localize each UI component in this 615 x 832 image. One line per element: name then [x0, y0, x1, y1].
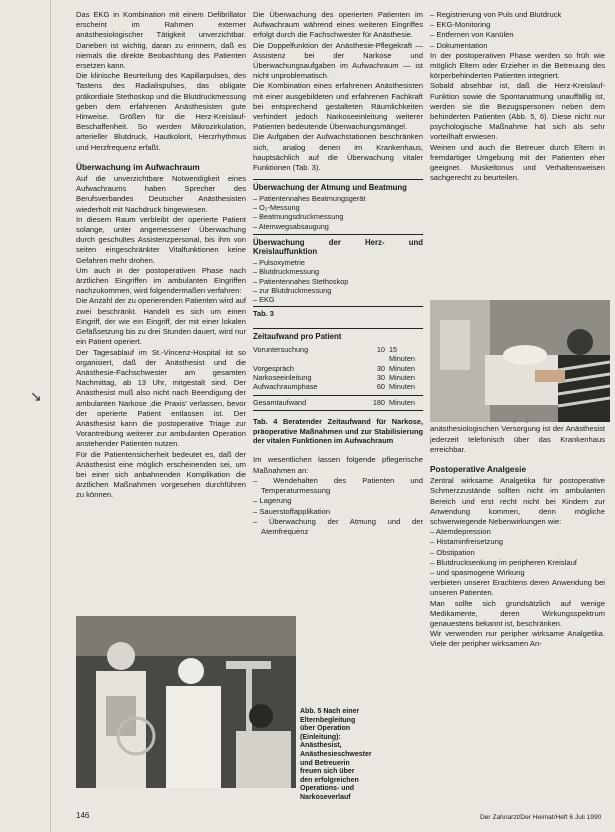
col1-paragraph: Die klinische Beurteilung des Kapillarpulses, des Tastens des Radialispulses, das obligate präkordiale Stethoskop und die Blutdruckmessung geben dem erfahrenen Anästhesisten gute Hinweise. Größen für die Herz-Kreislauf-Beschaffenheit. So werden Mikrozirkulation, arterieller Blutdruck, Hautkolorit, Herzrhythmus und Herzfrequenz erfaßt. [76, 71, 246, 152]
figure-5-image [76, 616, 296, 788]
col2-paragraph: Die Kombination eines erfahrenen Anästhesisten mit einer ausgebildeten und erfahrenen Fachkraft bei entsprechend gestalteten Räumlichkeiten verhindert jedoch Narkoseeinleitung weiterer Patienten bedeutende Überwachungsmängel. [253, 81, 423, 132]
table-row [253, 382, 423, 391]
page-number: 146 [76, 811, 90, 820]
row-unit: Minuten [389, 373, 415, 383]
list-item: – Überwachung der Atmung und der Atemfrequenz [253, 517, 423, 537]
col2-paragraph: Im wesentlichen lassen folgende pflegerische Maßnahmen an: [253, 455, 423, 475]
row-label: Gesamtaufwand [253, 397, 307, 407]
table-3-item: – Atemwegsabsaugung [253, 222, 423, 231]
table-row [253, 345, 423, 364]
col2-paragraph: Die Überwachung des operierten Patienten im Aufwachraum während eines weiteren Eingriffes erfolgt durch die Fachschwester für Anästhesie. [253, 10, 423, 40]
row-label: Voruntersuchung [253, 344, 309, 354]
table-3-item: – Beatmungsdruckmessung [253, 212, 423, 221]
row-label: Aufwachraumphase [253, 382, 318, 392]
list-item: – Blutdrucksenkung im peripheren Kreislauf [430, 558, 605, 568]
list-item: – und spasmogene Wirkung [430, 568, 605, 578]
table-3-heading: Überwachung der Atmung und Beatmung [253, 183, 407, 193]
col3-paragraph: verbieten unserer Erachtens deren Anwendung bei unseren Patienten. [430, 578, 605, 598]
row-label: Vorgespräch [253, 363, 294, 373]
figure-6-image [430, 300, 610, 422]
table-3-item: – Blutdruckmessung [253, 267, 423, 276]
list-item: – Entfernen von Kanülen [430, 30, 605, 40]
col3-paragraph: Zentral wirksame Analgetika für postoperative Schmerzzustände sollten nicht im ambulanten Bereich und erst recht nicht bei Kindern zur Anwendung kommen, denn mögliche schwerwiegende Nebenwirkungen wie: [430, 476, 605, 526]
table-4-heading: Zeitaufwand pro Patient [253, 331, 342, 341]
col1-paragraph: Um auch in der postoperativen Phase nach ärztlichen Eingriffen im ambulanten Eingriffen nachzukommen, wird folgendermaßen verfahren: [76, 265, 246, 296]
col3-paragraph: In der postoperativen Phase werden so früh wie möglich Eltern oder Erzieher in die Betreuung des körperbehinderten Patienten integriert. [430, 50, 605, 81]
row-unit: Minuten [389, 382, 415, 392]
row-value: 180 [372, 397, 385, 407]
table-total-row [253, 395, 423, 407]
list-item: – Registrierung von Puls und Blutdruck [430, 10, 605, 20]
row-value: 30 [376, 373, 385, 383]
table-3-item: – Patientennahes Beatmungsgerät [253, 194, 423, 203]
list-item: – Histaminfreisetzung [430, 537, 605, 547]
col1-paragraph: In diesem Raum verbleibt der operierte Patient solange, unter angemessener Überwachung durch geschultes Assistenzpersonal, bis ihm von seiten eingeschränkter Vitalfunktionen keine Gefahren mehr drohen. [76, 214, 246, 265]
figure-5-photo [76, 616, 296, 788]
list-item: – Dokumentation [430, 41, 605, 51]
col3-paragraph: Sobald absehbar ist, daß die Herz-Kreislauf-Funktion sowie die Spontanatmung unauffällig ist, werden sie die Bezugspersonen neben dem behinderten Patienten (Abb. 5, 6). Diese nicht nur psychologische Maßnahme hat sich als sehr vorteilhaft erwiesen. [430, 81, 605, 142]
row-unit: Minuten [389, 397, 415, 407]
table-3-heading: Überwachung der Herz- und Kreislauffunktion [253, 237, 423, 257]
col2-paragraph: Die Aufgaben der Aufwachstationen beschränken sich, analog denen im Krankenhaus, hauptsächlich auf die Überwachung vitaler Funktionen (Tab. 3). [253, 132, 423, 173]
column-1 [76, 10, 246, 501]
col1-paragraph: Für die Patientensicherheit bedeutet es, daß der Anästhesist eine möglich erscheinenden sei, um bei einer sich anbahnenden Komplikation die ärztlichen Maßnahmen vorgesehen durchführen zu können. [76, 449, 246, 500]
col2-paragraph: Die Doppelfunktion der Anästhesie-Pflegekraft — Assistenz bei der Narkose und Überwachungsaufgaben im Aufwachraum — ist nicht unproblematisch. [253, 40, 423, 81]
list-item: – Obstipation [430, 548, 605, 558]
row-unit: Minuten [389, 363, 415, 373]
col3-paragraph: anästhesiologischen Versorgung ist der Anästhesist jederzeit telefonisch über das Krankenhaus erreichbar. [430, 424, 605, 454]
table-3-item: – Pulsoxymetrie [253, 258, 423, 267]
table-4-caption: Tab. 4 Beratender Zeitaufwand für Narkose, präoperative Maßnahmen und zur Stabilisierung der vitalen Funktionen im Aufwachraum [253, 417, 423, 446]
col1-paragraph: Das EKG in Kombination mit einem Defibrillator erscheint im Rahmen externer anästhesiologischer Tätigkeit unverzichtbar. Daneben ist wichtig, daran zu erinnern, daß es niemals die direkte Beobachtung des Patienten ersetzen kann. [76, 10, 246, 71]
list-item: – EKG-Monitoring [430, 20, 605, 30]
table-3-item: – O₂-Messung [253, 203, 423, 212]
row-value: 30 [376, 363, 385, 373]
table-3-label: Tab. 3 [253, 309, 274, 319]
photo-spacer [430, 183, 605, 311]
list-item: – Sauerstoffapplikation [253, 507, 423, 517]
table-3-item: – EKG [253, 295, 423, 304]
table-3-item: – zur Blutdruckmessung [253, 286, 423, 295]
table-3 [253, 179, 423, 307]
column-2 [253, 10, 423, 537]
table-3-item: – Patientennahes Stethoskop [253, 277, 423, 286]
list-item: – Lagerung [253, 496, 423, 506]
row-unit: 15 Minuten [389, 344, 415, 364]
section-heading: Überwachung im Aufwachraum [76, 161, 200, 172]
section-heading: Postoperative Analgesie [430, 463, 527, 474]
figure-6-photo [430, 300, 610, 422]
table-row [253, 373, 423, 382]
col3-paragraph: Man sollte sich grundsätzlich auf wenige Medikamente, deren Wirkungsspektrum genauestens bekannt ist, beschränken. [430, 598, 605, 628]
page-footer: Der Zahnarzt/Der Heimat/Heft 6 Juli 1990 [480, 814, 602, 821]
col1-paragraph: Der Tagesablauf im St.-Vincenz-Hospital ist so organisiert, daß der Anästhesist und die Anästhesie-Fachschwester am gesamten Nachmittag, ab 13 Uhr, mitgestalt sind. Der Anästhesist muß also nicht nach Beendigung der ambulanten Narkose ‚die Praxis' verlassen, bevor der operierte Patient entlassen ist. Der Anästhesist kann die postoperative Triage zur Vorantreibung weiterer zur ambulanten Operation anstehender Patienten nutzen. [76, 347, 246, 449]
col3-paragraph: Weinen und auch die Betreuer durch Eltern in fremdartiger Umgebung mit der Patienten eher geeignet. Muskeltonus und Verhaltensweisen sachgerecht zu beurteilen. [430, 142, 605, 183]
row-label: Narkoseeinleitung [253, 373, 312, 383]
table-4 [253, 328, 423, 412]
table-row [253, 364, 423, 373]
pen-mark: ↘ [30, 388, 42, 404]
col3-paragraph: Wir verwenden nur peripher wirksame Analgetika. Viele der peripher wirksamen An- [430, 629, 605, 649]
col1-paragraph: Die Anzahl der zu operierenden Patienten wird auf zwei beschränkt. Handelt es sich um einen Eingriff, der wie ein Eingriff, der mit einer lokalen Gefäßsetzung bis zu drei Stunden dauert, wird nur ein Patient operiert. [76, 296, 246, 347]
list-item: – Wendehalten des Patienten und Temperaturmessung [253, 476, 423, 496]
row-value: 60 [376, 382, 385, 392]
col1-paragraph: Auf die unverzichtbare Notwendigkeit eines Aufwachraums haben Sprecher des Berufsverbandes Deutscher Anästhesisten wiederholt mit Nachdruck hingewiesen. [76, 174, 246, 214]
row-value: 10 [376, 344, 385, 354]
figure-5-caption: Abb. 5 Nach einer Elternbegleitung über Operation (Einleitung): Anästhesist, Anästhesieschwester und Betreuerin freuen sich über den erfolgreichen Operations- und Narkoseverlauf [300, 708, 372, 801]
list-item: – Atemdepression [430, 527, 605, 537]
page-fold [50, 0, 51, 832]
